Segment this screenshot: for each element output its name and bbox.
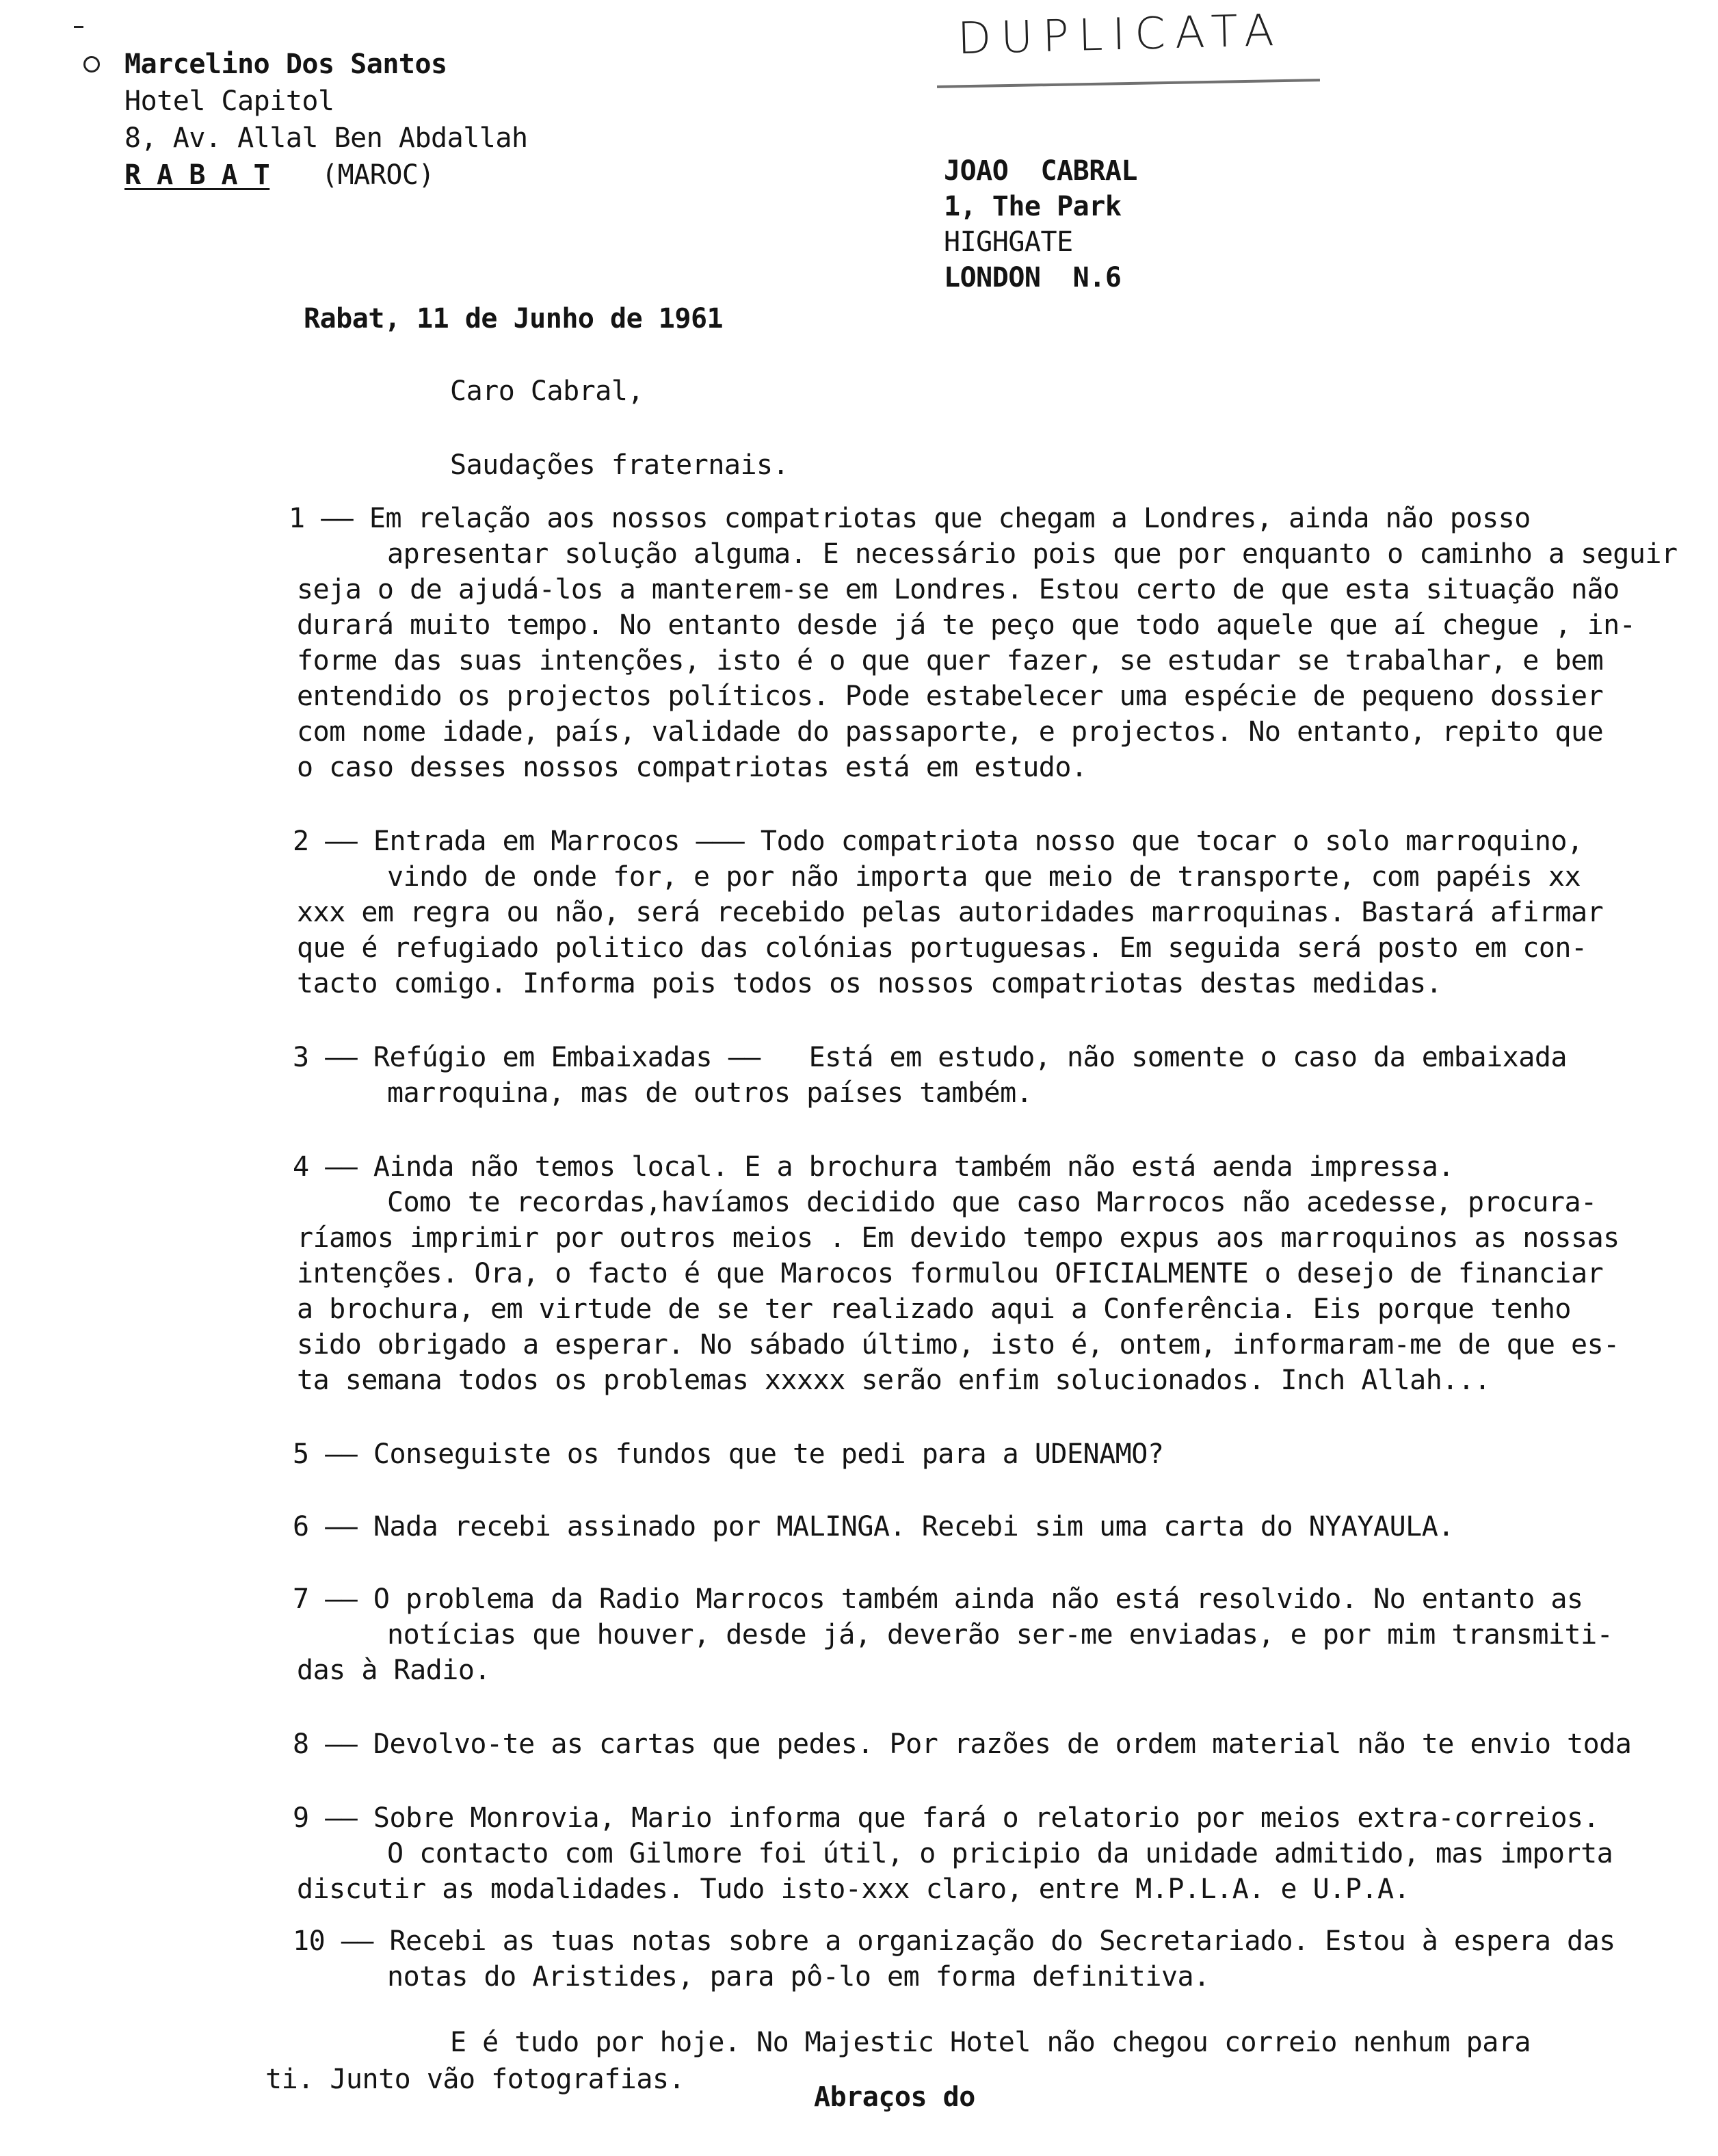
paragraph-line: entendido os projectos políticos. Pode estabelecer uma espécie de pequeno dossier	[297, 681, 1604, 712]
paragraph-line: vindo de onde for, e por não importa que meio de transporte, com papéis xx	[387, 861, 1581, 893]
sender-name: Marcelino Dos Santos	[124, 49, 447, 80]
paragraph-line: o caso desses nossos compatriotas está em estudo.	[297, 752, 1087, 783]
paragraph-line: ta semana todos os problemas xxxxx serão enfim solucionados. Inch Allah...	[297, 1365, 1491, 1396]
paragraph-line: 4 —— Ainda não temos local. E a brochura também não está aenda impressa.	[293, 1151, 1454, 1183]
paragraph-line: notícias que houver, desde já, deverão ser-me enviadas, e por mim transmiti-	[387, 1619, 1613, 1651]
paragraph-line: forme das suas intenções, isto é o que quer fazer, se estudar se trabalhar, e bem	[297, 645, 1604, 676]
paragraph-line: 1 —— Em relação aos nossos compatriotas que chegam a Londres, ainda não posso	[289, 503, 1531, 534]
paragraph-line: durará muito tempo. No entanto desde já te peço que todo aquele que aí chegue , in-	[297, 609, 1636, 641]
recipient-street: 1, The Park	[944, 191, 1122, 222]
paragraph-line: 2 —— Entrada em Marrocos ——— Todo compatriota nosso que tocar o solo marroquino,	[293, 826, 1583, 857]
paragraph-line: a brochura, em virtude de se ter realizado aqui a Conferência. Eis porque tenho	[297, 1293, 1571, 1325]
salutation: Caro Cabral,	[450, 376, 644, 407]
paragraph-line: xxx em regra ou não, será recebido pelas autoridades marroquinas. Bastará afirmar	[297, 897, 1604, 928]
paragraph-line: 6 —— Nada recebi assinado por MALINGA. Recebi sim uma carta do NYAYAULA.	[293, 1511, 1454, 1542]
sender-city: R A B A T	[124, 159, 270, 191]
paragraph-line: O contacto com Gilmore foi útil, o pricipio da unidade admitido, mas importa	[387, 1838, 1613, 1869]
paragraph-line: marroquina, mas de outros países também.	[387, 1077, 1033, 1109]
paragraph-line: discutir as modalidades. Tudo isto-xxx claro, entre M.P.L.A. e U.P.A.	[297, 1874, 1410, 1905]
greeting: Saudações fraternais.	[450, 449, 789, 481]
paragraph-line: 10 —— Recebi as tuas notas sobre a organização do Secretariado. Estou à espera das	[293, 1925, 1615, 1957]
paragraph-line: 9 —— Sobre Monrovia, Mario informa que fará o relatorio por meios extra-correios.	[293, 1802, 1600, 1834]
paragraph-line: Como te recordas,havíamos decidido que caso Marrocos não acedesse, procura-	[387, 1187, 1597, 1218]
paragraph-line: com nome idade, país, validade do passaporte, e projectos. No entanto, repito que	[297, 716, 1604, 748]
letter-date: Rabat, 11 de Junho de 1961	[304, 303, 724, 334]
closing-line-1: E é tudo por hoje. No Majestic Hotel não chegou correio nenhum para	[450, 2027, 1531, 2058]
recipient-city: LONDON N.6	[944, 262, 1122, 293]
sender-hotel: Hotel Capitol	[124, 86, 334, 117]
sender-address: 8, Av. Allal Ben Abdallah	[124, 122, 528, 154]
signoff: Abraços do	[814, 2081, 975, 2113]
sender-country: (MAROC)	[321, 159, 435, 191]
paragraph-line: 5 —— Conseguiste os fundos que te pedi para a UDENAMO?	[293, 1438, 1164, 1470]
paragraph-line: 7 —— O problema da Radio Marrocos também ainda não está resolvido. No entanto as	[293, 1583, 1583, 1615]
paragraph-line: que é refugiado politico das colónias portuguesas. Em seguida será posto em con-	[297, 932, 1587, 964]
paragraph-line: tacto comigo. Informa pois todos os nossos compatriotas destas medidas.	[297, 968, 1442, 999]
recipient-district: HIGHGATE	[944, 226, 1073, 258]
margin-dash-mark	[74, 26, 83, 28]
stamp-underline	[937, 79, 1320, 88]
paragraph-line: apresentar solução alguma. E necessário pois que por enquanto o caminho a seguir	[387, 538, 1678, 570]
paragraph-line: sido obrigado a esperar. No sábado último, isto é, ontem, informaram-me de que es-	[297, 1329, 1620, 1360]
paragraph-line: intenções. Ora, o facto é que Marocos formulou OFICIALMENTE o desejo de financiar	[297, 1258, 1604, 1289]
paragraph-line: ríamos imprimir por outros meios . Em devido tempo expus aos marroquinos as nossas	[297, 1222, 1620, 1254]
paragraph-line: notas do Aristides, para pô-lo em forma definitiva.	[387, 1961, 1210, 1993]
recipient-name: JOAO CABRAL	[944, 155, 1137, 187]
duplicata-stamp: DUPLICATA	[957, 5, 1284, 65]
margin-circle-mark	[83, 56, 100, 73]
paragraph-line: 3 —— Refúgio em Embaixadas —— Está em estudo, não somente o caso da embaixada	[293, 1042, 1567, 1073]
closing-line-2: ti. Junto vão fotografias.	[265, 2064, 685, 2095]
paragraph-line: seja o de ajudá-los a manterem-se em Londres. Estou certo de que esta situação não	[297, 574, 1620, 605]
paragraph-line: 8 —— Devolvo-te as cartas que pedes. Por razões de ordem material não te envio toda	[293, 1728, 1632, 1760]
paragraph-line: das à Radio.	[297, 1655, 490, 1686]
